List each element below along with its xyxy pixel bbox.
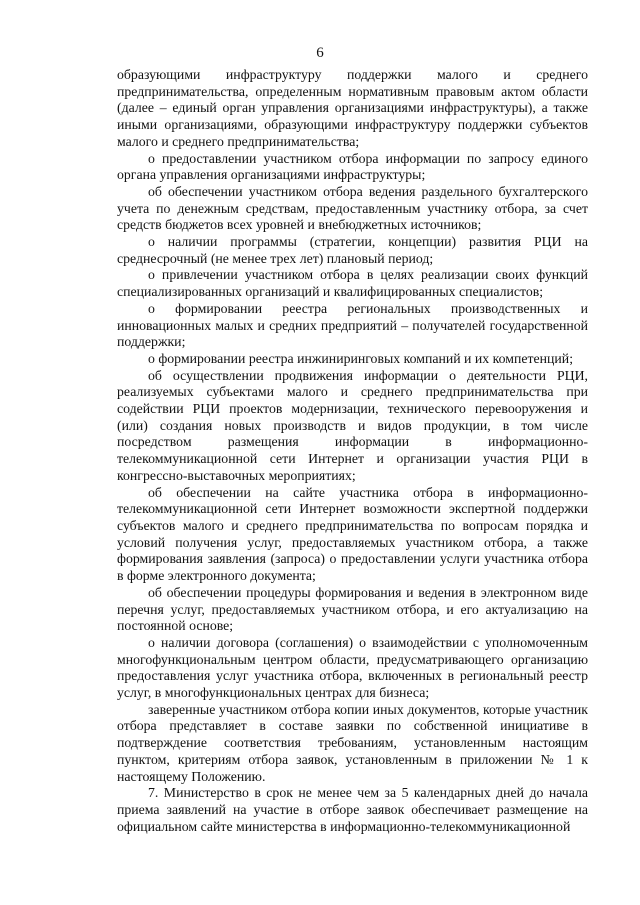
paragraph: о формировании реестра региональных производственных и инновационных малых и средних предприятий – получателей государственной поддержки;	[117, 300, 588, 350]
paragraph: о наличии программы (стратегии, концепции) развития РЦИ на среднесрочный (не менее трех лет) плановый период;	[117, 234, 588, 266]
paragraph: о предоставлении участником отбора информации по запросу единого органа управления организациями инфраструктуры;	[117, 150, 588, 183]
paragraph: заверенные участником отбора копии иных документов, которые участник отбора представляет в составе заявки по собственной инициативе в подтверждение соответствия требованиям, установленным настоящим пунктом, критериям отбора заявок, установленным в приложении № 1 к настоящему Положению.	[117, 701, 588, 784]
paragraph: о наличии договора (соглашения) о взаимодействии с уполномоченным многофункциональным центром области, предусматривающего организацию предоставления услуг участника отбора, включенных в региональный реестр услуг, в многофункциональных центрах для бизнеса;	[117, 634, 588, 701]
document-body	[117, 67, 588, 835]
paragraph: об осуществлении продвижения информации о деятельности РЦИ, реализуемых субъектами малого и среднего предпринимательства при содействии РЦИ проектов модернизации, технического перевооружения и (или) создания новых производств и видов продукции, в том числе посредством размещения информации в информационно-телекоммуникационной сети Интернет и организации участия РЦИ в конгрессно-выставочных мероприятиях;	[117, 367, 588, 483]
page-number: 6	[316, 45, 324, 61]
paragraph: об обеспечении участником отбора ведения раздельного бухгалтерского учета по денежным средствам, предоставленным участнику отбора, за счет средств бюджетов всех уровней и внебюджетных источников;	[117, 183, 588, 233]
paragraph: об обеспечении на сайте участника отбора в информационно-телекоммуникационной сети Интернет возможности экспертной поддержки субъектов малого и среднего предпринимательства по вопросам порядка и условий получения услуг, предоставляемых участником отбора, а также формирования заявления (запроса) о предоставлении услуги участника отбора в форме электронного документа;	[117, 484, 588, 584]
paragraph: о формировании реестра инжиниринговых компаний и их компетенций;	[148, 350, 574, 366]
paragraph: о привлечении участником отбора в целях реализации своих функций специализированных организаций и квалифицированных специалистов;	[117, 267, 588, 300]
paragraph-continuation: образующими инфраструктуру поддержки малого и среднего предпринимательства, определенным нормативным правовым актом области (далее – единый орган управления организациями инфраструктуры), а также иными организациями, образующими инфраструктуру поддержки субъектов малого и среднего предпринимательства;	[117, 67, 588, 149]
paragraph: об обеспечении процедуры формирования и ведения в электронном виде перечня услуг, предоставляемых участником отбора, и его актуализацию на постоянной основе;	[117, 584, 588, 634]
paragraph-item-7: 7. Министерство в срок не менее чем за 5 календарных дней до начала приема заявлений на участие в отборе заявок обеспечивает размещение на официальном сайте министерства в информационно-телекоммуникационной	[117, 785, 588, 834]
